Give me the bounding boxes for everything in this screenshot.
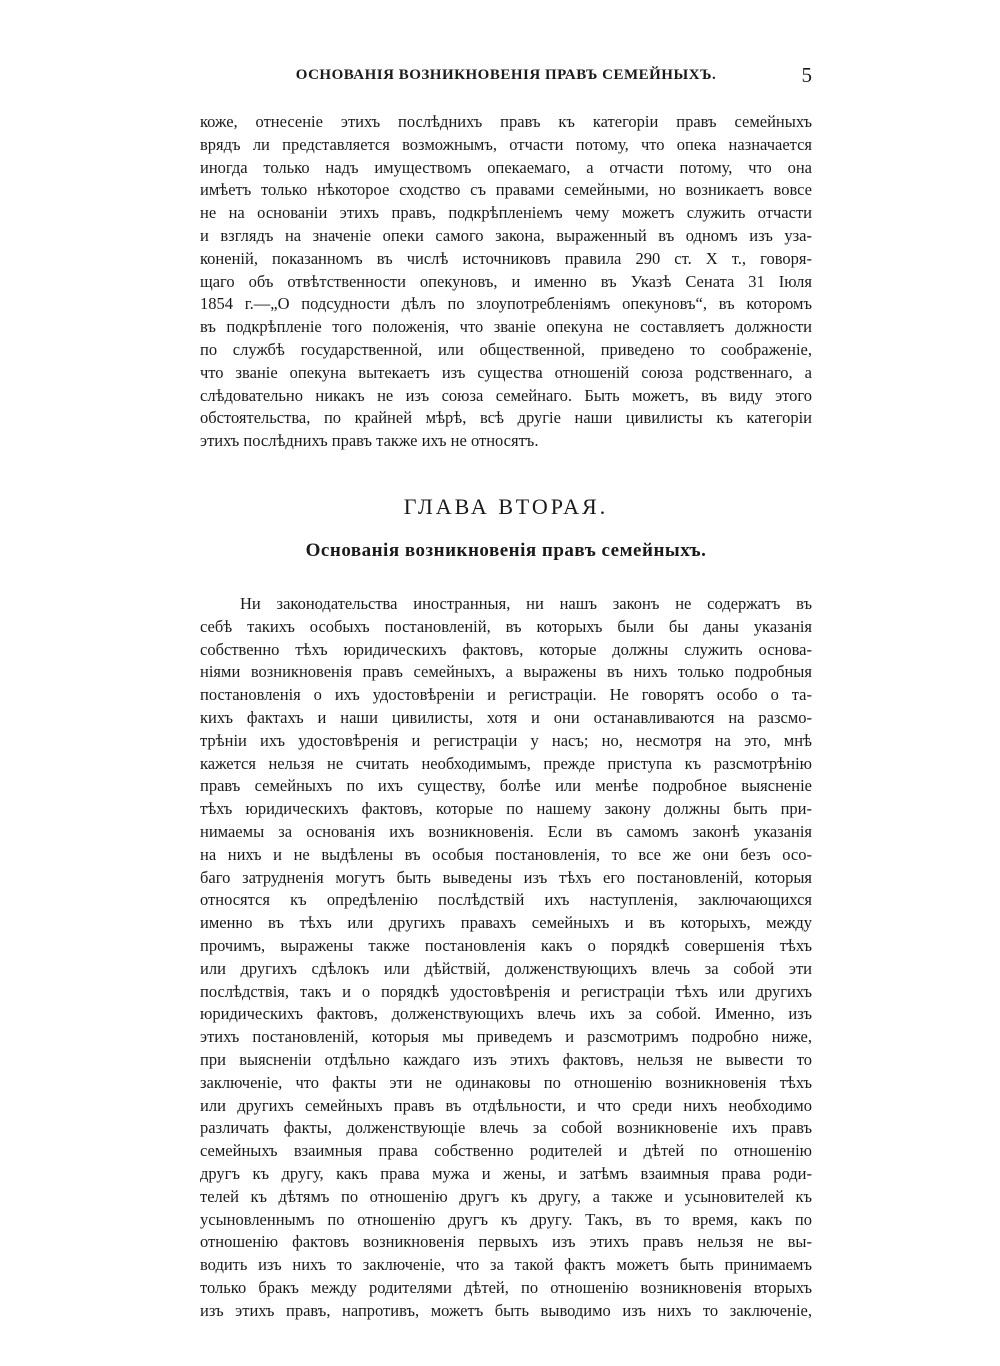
text-line: именно въ тѣхъ или другихъ правахъ семейныхъ и въ которыхъ, между (200, 913, 812, 933)
text-line: изъ этихъ правъ, напротивъ, можетъ быть выводимо изъ нихъ то заключеніе, (200, 1300, 812, 1320)
text-line: при выясненіи отдѣльно каждаго изъ этихъ фактовъ, нельзя не вывести то (200, 1049, 812, 1069)
text-line: что званіе опекуна вытекаетъ изъ существа отношеній союза родственнаго, а (200, 362, 812, 382)
running-title: ОСНОВАНІЯ ВОЗНИКНОВЕНІЯ ПРАВЪ СЕМЕЙНЫХЪ. (295, 67, 717, 83)
running-header (200, 62, 812, 88)
text-line: другъ къ другу, какъ права мужа и жены, и затѣмъ взаимныя права роди- (200, 1163, 812, 1183)
text-line: этихъ послѣднихъ правъ также ихъ не относятъ. (200, 431, 539, 451)
text-line: нимаемы за основанія ихъ возникновенія. Если въ самомъ законѣ указанія (200, 821, 812, 841)
text-line: трѣніи ихъ удостовѣренія и регистраціи у насъ; но, несмотря на это, мнѣ (200, 730, 812, 750)
text-line: различать факты, долженствующіе влечь за собой возникновеніе ихъ правъ (200, 1118, 812, 1138)
text-line: Ни законодательства иностранныя, ни нашъ законъ не содержатъ въ (240, 594, 812, 613)
text-line: не на основаніи этихъ правъ, подкрѣпленіемъ чему можетъ служить отчасти (200, 203, 812, 223)
chapter-title: ГЛАВА ВТОРАЯ. (403, 494, 609, 519)
text-line: кажется нельзя не считать необходимымъ, прежде приступа къ разсмотрѣнію (200, 753, 812, 773)
text-line: себѣ такихъ особыхъ постановленій, въ которыхъ были бы даны указанія (200, 616, 812, 636)
text-line: этихъ постановленій, которыя мы приведемъ и разсмотримъ подробно ниже, (200, 1027, 812, 1047)
text-line: тѣхъ юридическихъ фактовъ, которые по нашему закону должны быть при- (200, 799, 812, 819)
text-line: щаго объ отвѣтственности опекуновъ, и именно въ Указѣ Сената 31 Іюля (200, 271, 812, 291)
text-line: или другихъ семейныхъ правъ въ отдѣльности, и что среди нихъ необходимо (200, 1095, 812, 1115)
text-line: по службѣ государственной, или общественной, приведено то соображеніе, (200, 339, 812, 359)
text-line: имѣетъ только нѣкоторое сходство съ правами семейными, но возникаетъ вовсе (200, 180, 812, 200)
text-line: иногда только надъ имуществомъ опекаемаго, а отчасти потому, что она (200, 157, 812, 177)
text-line: коненій, показанномъ въ числѣ источниковъ правила 290 ст. X т., говоря- (200, 248, 812, 268)
text-line: юридическихъ фактовъ, долженствующихъ влечь ихъ за собой. Именно, изъ (200, 1004, 812, 1024)
text-line: обстоятельства, по крайней мѣрѣ, всѣ другіе наши цивилисты къ категоріи (200, 408, 812, 428)
text-line: заключеніе, что факты эти не одинаковы по отношенію возникновенія тѣхъ (200, 1072, 812, 1092)
text-line: усыновленнымъ по отношенію другъ къ другу. Такъ, въ то время, какъ по (200, 1209, 812, 1229)
text-line: собственно тѣхъ юридическихъ фактовъ, которые должны служить основа- (200, 639, 812, 659)
page-number: 5 (801, 63, 812, 87)
text-line: ніями возникновенія правъ семейныхъ, а выражены въ нихъ только подробныя (200, 662, 812, 682)
text-line: и взглядъ на значеніе опеки самого закона, выраженный въ одномъ изъ уза- (200, 225, 812, 245)
text-line: только бракъ между родителями дѣтей, по отношенію возникновенія вторыхъ (200, 1277, 812, 1297)
text-line: относятся къ опредѣленію послѣдствій ихъ наступленія, заключающихся (200, 890, 812, 910)
text-line: коже, отнесеніе этихъ послѣднихъ правъ къ категоріи правъ семейныхъ (200, 112, 812, 131)
text-line: кихъ фактахъ и наши цивилисты, хотя и они останавливаются на разсмо- (200, 707, 812, 727)
body-paragraph (200, 593, 812, 1323)
text-line: 1854 г.—„О подсудности дѣлъ по злоупотребленіямъ опекуновъ“, въ которомъ (200, 294, 812, 314)
text-line: баго затрудненія могутъ быть выведены изъ тѣхъ его постановленій, которыя (200, 867, 812, 887)
text-line: въ подкрѣпленіе того положенія, что званіе опекуна не составляетъ должности (200, 317, 812, 337)
section-title: Основанія возникновенія правъ семейныхъ. (305, 540, 707, 561)
text-line: послѣдствія, такъ и о порядкѣ удостовѣренія и регистраціи тѣхъ или другихъ (200, 981, 812, 1001)
text-line: семейныхъ взаимныя права собственно родителей и дѣтей по отношенію (200, 1141, 812, 1161)
text-line: или другихъ сдѣлокъ или дѣйствій, долженствующихъ влечь за собой эти (200, 958, 812, 978)
text-line: врядъ ли представляется возможнымъ, отчасти потому, что опека назначается (200, 134, 812, 154)
text-line: отношенію фактовъ возникновенія первыхъ изъ этихъ правъ нельзя не вы- (200, 1232, 812, 1252)
text-line: прочимъ, выражены также постановленія какъ о порядкѣ совершенія тѣхъ (200, 935, 812, 955)
text-line: правъ семейныхъ по ихъ существу, болѣе или менѣе подробное выясненіе (200, 776, 812, 796)
text-line: на нихъ и не выдѣлены въ особыя постановленія, то все же они безъ осо- (200, 844, 812, 864)
text-line: слѣдовательно никакъ не изъ союза семейнаго. Быть можетъ, въ виду этого (200, 385, 812, 405)
continuation-paragraph (200, 111, 812, 453)
text-line: водить изъ нихъ то заключеніе, что за такой фактъ можетъ быть принимаемъ (200, 1255, 812, 1275)
text-line: телей къ дѣтямъ по отношенію другъ къ другу, а также и усыновителей къ (200, 1186, 812, 1206)
text-line: постановленія о ихъ удостовѣреніи и регистраціи. Не говорятъ особо о та- (200, 685, 812, 705)
